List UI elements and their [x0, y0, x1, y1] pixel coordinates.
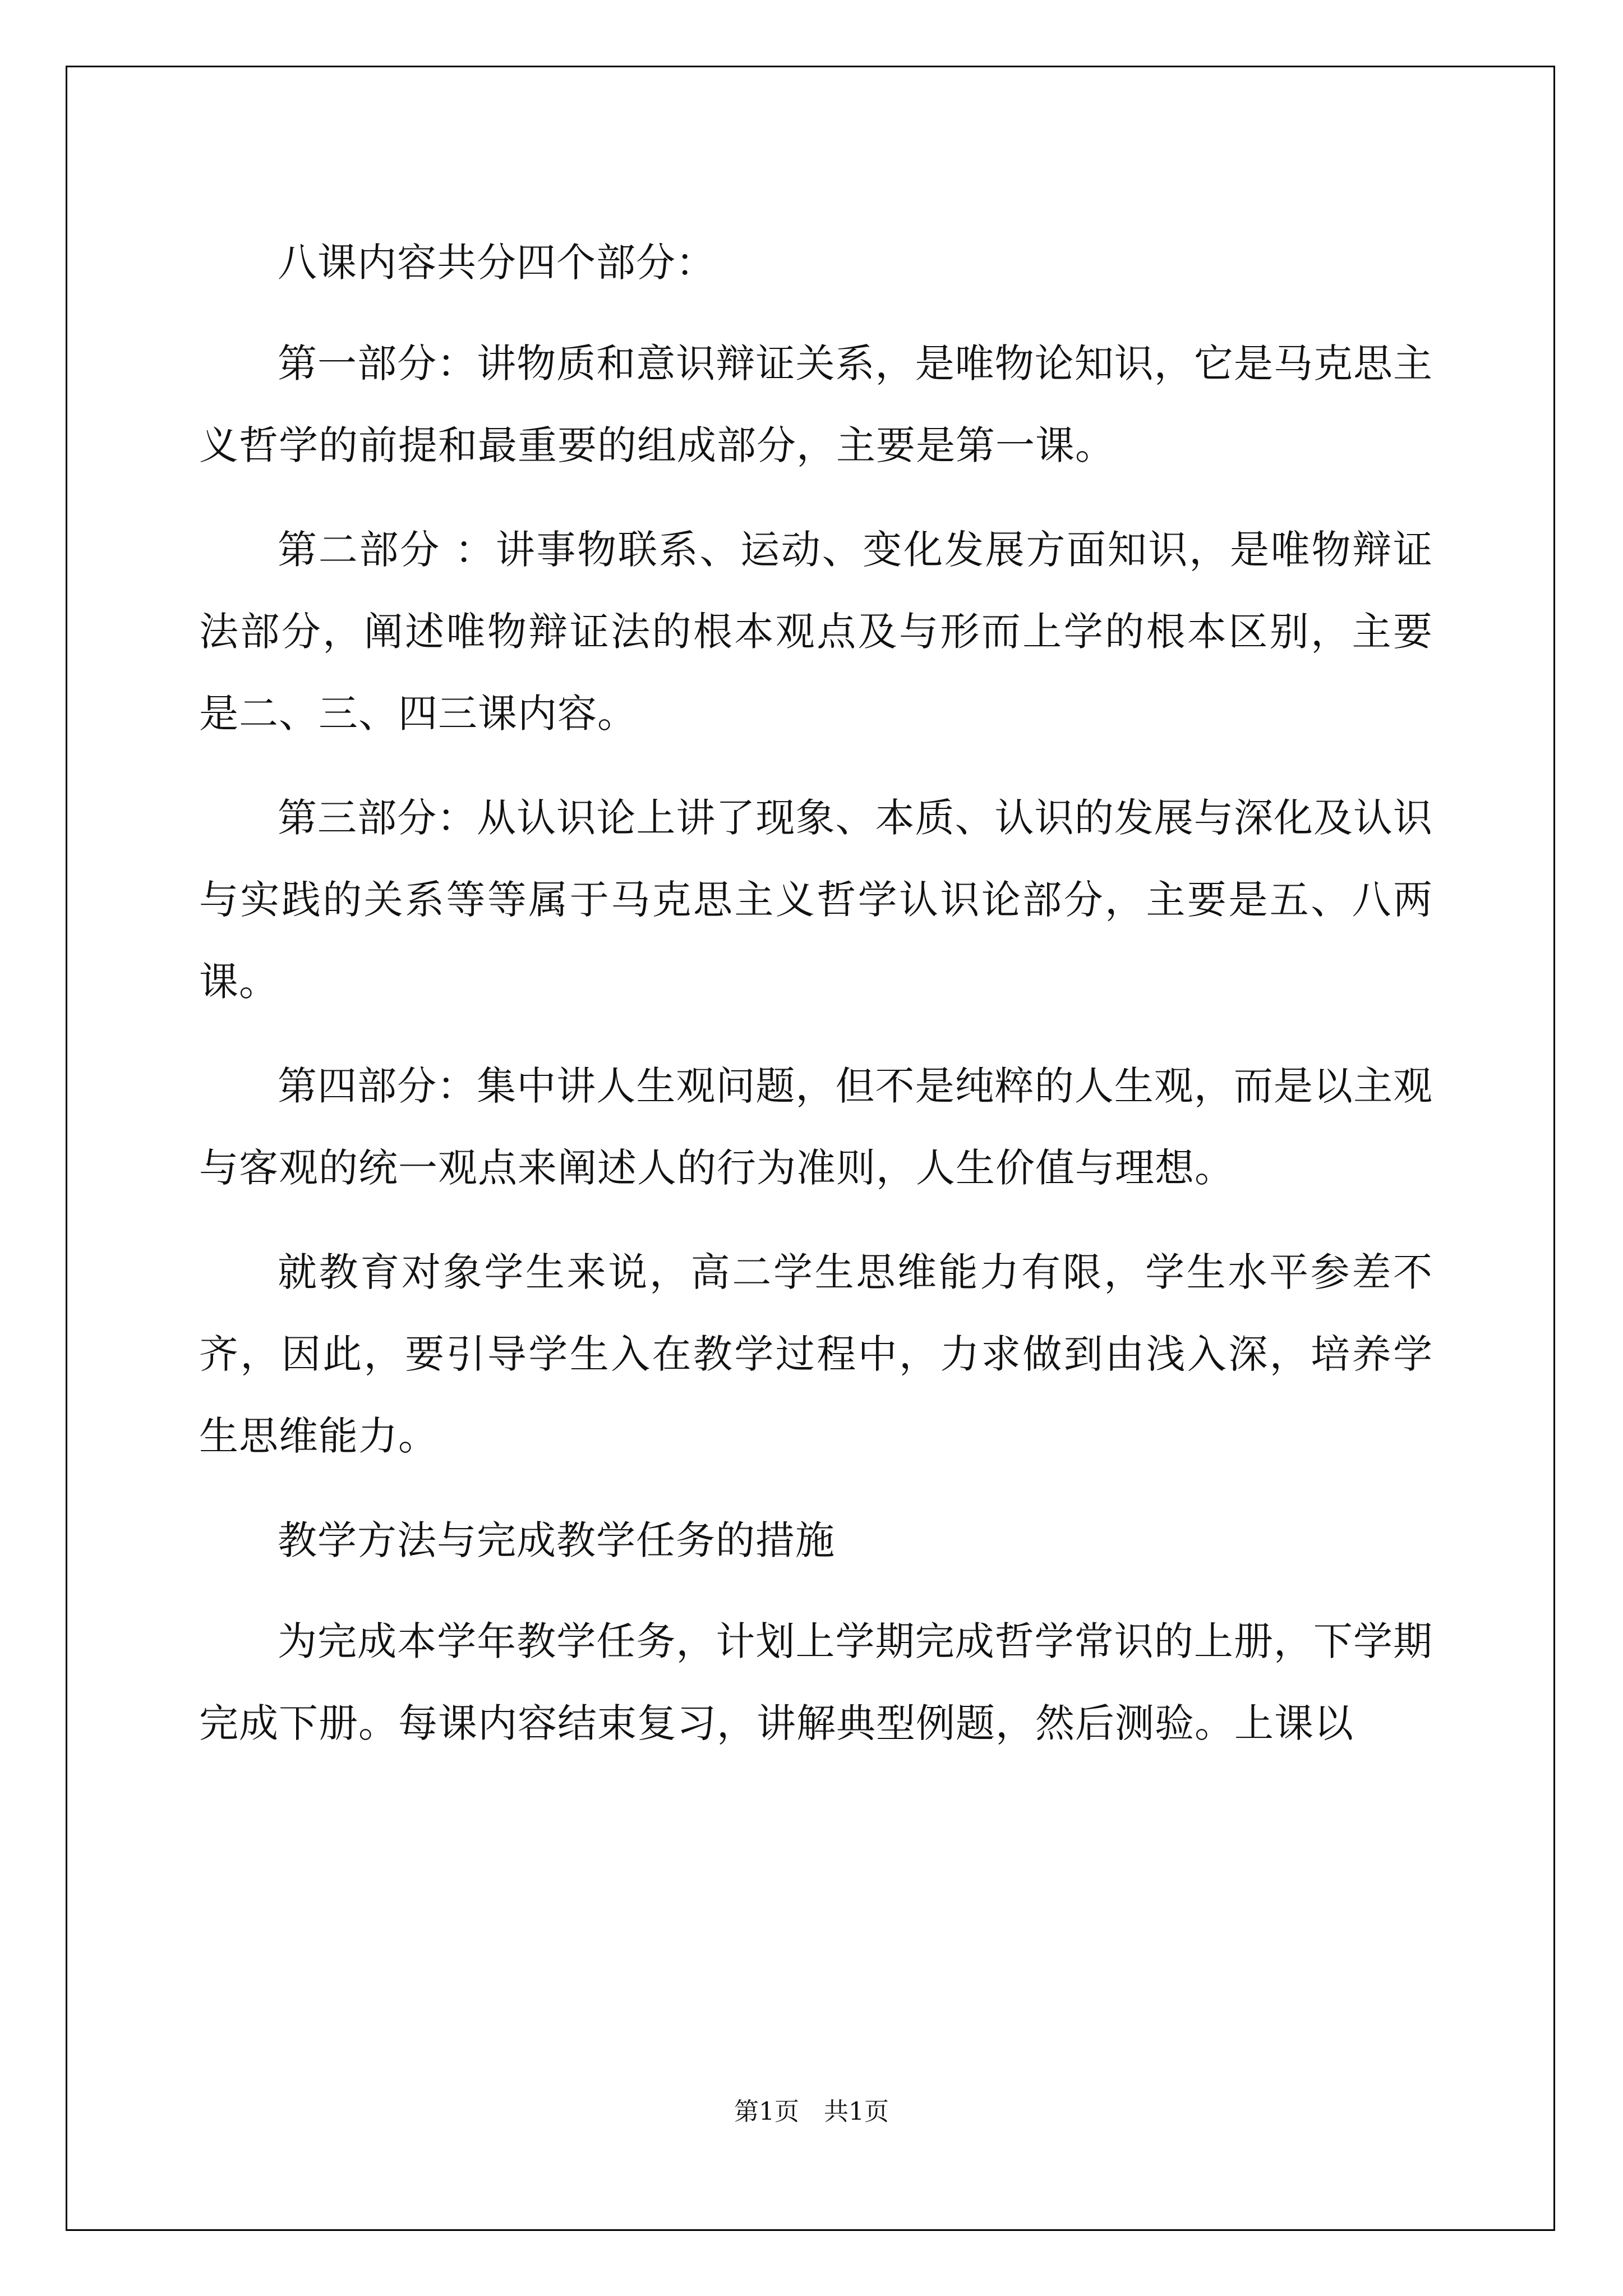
- section-heading-methods: 教学方法与完成教学任务的措施: [278, 1517, 835, 1563]
- paragraph-part-one: 第一部分：讲物质和意识辩证关系，是唯物论知识，它是马克思主义哲学的前提和最重要的组成部分，主要是第一课。: [199, 341, 1433, 468]
- paragraph-part-three: 第三部分：从认识论上讲了现象、本质、认识的发展与深化及认识与实践的关系等等属于马克思主义哲学认识论部分，主要是五、八两课。: [199, 795, 1433, 1005]
- paragraph-part-four: 第四部分：集中讲人生观问题，但不是纯粹的人生观，而是以主观与客观的统一观点来阐述人的行为准则，人生价值与理想。: [199, 1063, 1433, 1191]
- document-body: [199, 222, 1433, 1787]
- paragraph-part-two: 第二部分 ：讲事物联系、运动、变化发展方面知识，是唯物辩证法部分，阐述唯物辩证法的根本观点及与形而上学的根本区别，主要是二、三、四三课内容。: [199, 527, 1433, 737]
- paragraph-intro: 八课内容共分四个部分：: [278, 240, 716, 286]
- paragraph-plan: 为完成本学年教学任务，计划上学期完成哲学常识的上册，下学期完成下册。每课内容结束复习，讲解典型例题，然后测验。上课以: [199, 1618, 1433, 1746]
- paragraph-students: 就教育对象学生来说，高二学生思维能力有限，学生水平参差不齐，因此，要引导学生入在教学过程中，力求做到由浅入深，培养学生思维能力。: [199, 1249, 1433, 1459]
- page-footer: 第1页 共1页: [734, 2097, 889, 2126]
